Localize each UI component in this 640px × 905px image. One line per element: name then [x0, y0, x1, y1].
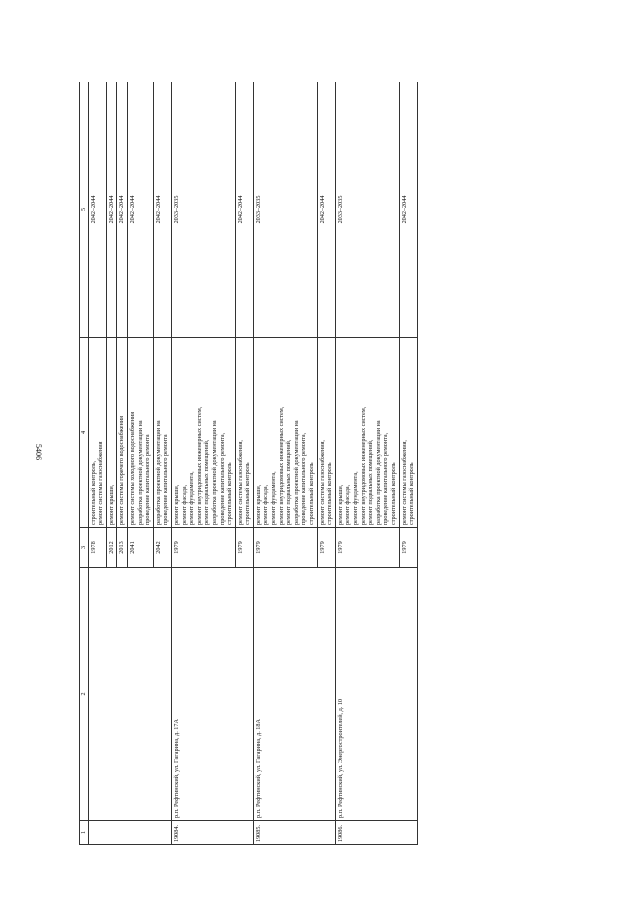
row-number-cell	[88, 821, 171, 845]
works-cell	[153, 338, 171, 528]
period-cell: 2042–2044	[127, 82, 153, 338]
work-item: ремонт подвальных помещений,	[367, 439, 375, 525]
work-item: проведение капитального ремонта,	[300, 432, 308, 525]
work-item: разработка проектной документации на	[292, 420, 300, 525]
work-item: разработка проектной документации на	[374, 420, 382, 525]
address-cell: р.п. Рефтинский, ул. Гагарина, д. 18А	[253, 568, 335, 821]
address-cell: р.п. Рефтинский, ул. Энергостроителей, д. 10	[335, 568, 417, 821]
work-item: ремонт крыши,	[254, 484, 262, 525]
table-row	[335, 82, 399, 845]
work-item: строительный контроль	[308, 462, 316, 525]
work-item: ремонт системы горячего водоснабжения	[118, 416, 126, 525]
work-item: ремонт системы газоснабжения	[97, 441, 105, 525]
works-cell	[127, 338, 153, 528]
work-item: ремонт системы газоснабжения,	[236, 440, 244, 525]
period-cell: 2042–2044	[153, 82, 171, 338]
work-item: ремонт фундамента,	[270, 471, 278, 525]
year-cell: 2013	[117, 528, 128, 568]
header-cell: 5	[80, 82, 89, 338]
work-item: ремонт внутридомовых инженерных систем,	[195, 406, 203, 525]
work-item: разработка проектной документации на	[154, 420, 162, 525]
page-number: 5406	[34, 444, 43, 460]
year-cell: 1979	[317, 528, 335, 568]
period-cell: 2033–2035	[253, 82, 317, 338]
year-cell: 2012	[106, 528, 117, 568]
capital-repair-table	[79, 82, 418, 845]
work-item: проведение капитального ремонта	[162, 434, 170, 525]
works-cell	[106, 338, 117, 528]
year-cell: 1978	[88, 528, 106, 568]
year-cell: 1979	[335, 528, 399, 568]
work-item: ремонт подвальных помещений,	[285, 439, 293, 525]
year-cell: 1979	[171, 528, 235, 568]
header-cell: 1	[80, 821, 89, 845]
period-cell: 2042–2044	[235, 82, 253, 338]
period-cell: 2042–2044	[317, 82, 335, 338]
work-item: ремонт фундамента,	[352, 471, 359, 525]
landscape-table-container	[79, 82, 579, 845]
work-item: строительный контроль	[244, 462, 252, 525]
table-row	[253, 82, 317, 845]
works-cell	[335, 338, 399, 528]
work-item: строительный контроль	[389, 462, 397, 525]
work-item: разработка проектной документации на	[136, 420, 144, 525]
work-item: строительный контроль	[326, 462, 334, 525]
works-cell	[117, 338, 128, 528]
work-item: строительный контроль	[408, 462, 416, 525]
period-cell: 2042–2044	[117, 82, 128, 338]
works-cell	[253, 338, 317, 528]
year-cell: 1979	[253, 528, 317, 568]
table-row	[171, 82, 235, 845]
header-cell: 3	[80, 528, 89, 568]
header-cell: 2	[80, 568, 89, 821]
period-cell: 2033–2035	[335, 82, 399, 338]
works-cell	[317, 338, 335, 528]
year-cell: 1979	[235, 528, 253, 568]
work-item: разработка проектной документации на	[210, 420, 218, 525]
work-item: ремонт подвальных помещений,	[203, 439, 211, 525]
works-cell	[235, 338, 253, 528]
rotated-table-frame	[79, 82, 579, 845]
table-row	[88, 82, 106, 845]
period-cell: 2033–2035	[171, 82, 235, 338]
address-cell	[88, 568, 171, 821]
work-item: ремонт внутридомовых инженерных систем,	[359, 406, 367, 525]
work-item: проведение капитального ремонта,	[218, 432, 226, 525]
work-item: строительный контроль	[226, 462, 234, 525]
work-item: ремонт крыши,	[336, 484, 344, 525]
work-item: ремонт системы газоснабжения,	[318, 440, 326, 525]
work-item: строительный контроль,	[89, 460, 97, 525]
work-item: ремонт фасада,	[180, 484, 188, 525]
works-cell	[171, 338, 235, 528]
header-cell: 4	[80, 338, 89, 528]
year-cell: 2041	[127, 528, 153, 568]
row-number-cell: 19084.	[171, 821, 253, 845]
period-cell: 2042–2044	[399, 82, 417, 338]
works-cell	[88, 338, 106, 528]
year-cell: 1979	[399, 528, 417, 568]
work-item: ремонт фундамента,	[188, 471, 196, 525]
header-row	[80, 82, 89, 845]
work-item: ремонт системы холодного водоснабжения	[128, 411, 136, 525]
work-item: ремонт крыши,	[107, 484, 115, 525]
work-item: ремонт крыши,	[172, 484, 180, 525]
work-item: проведение капитального ремонта,	[382, 432, 390, 525]
period-cell: 2042–2044	[106, 82, 117, 338]
address-cell: р.п. Рефтинский, ул. Гагарина, д. 17А	[171, 568, 253, 821]
year-cell: 2042	[153, 528, 171, 568]
work-item: проведение капитального ремонта	[144, 434, 152, 525]
work-item: ремонт фасада,	[344, 484, 352, 525]
work-item: ремонт фасада,	[262, 484, 270, 525]
works-cell	[399, 338, 417, 528]
work-item: ремонт системы газоснабжения,	[400, 440, 408, 525]
period-cell: 2042–2044	[88, 82, 106, 338]
row-number-cell: 19085.	[253, 821, 335, 845]
row-number-cell: 19086.	[335, 821, 417, 845]
work-item: ремонт внутридомовых инженерных систем,	[277, 406, 285, 525]
